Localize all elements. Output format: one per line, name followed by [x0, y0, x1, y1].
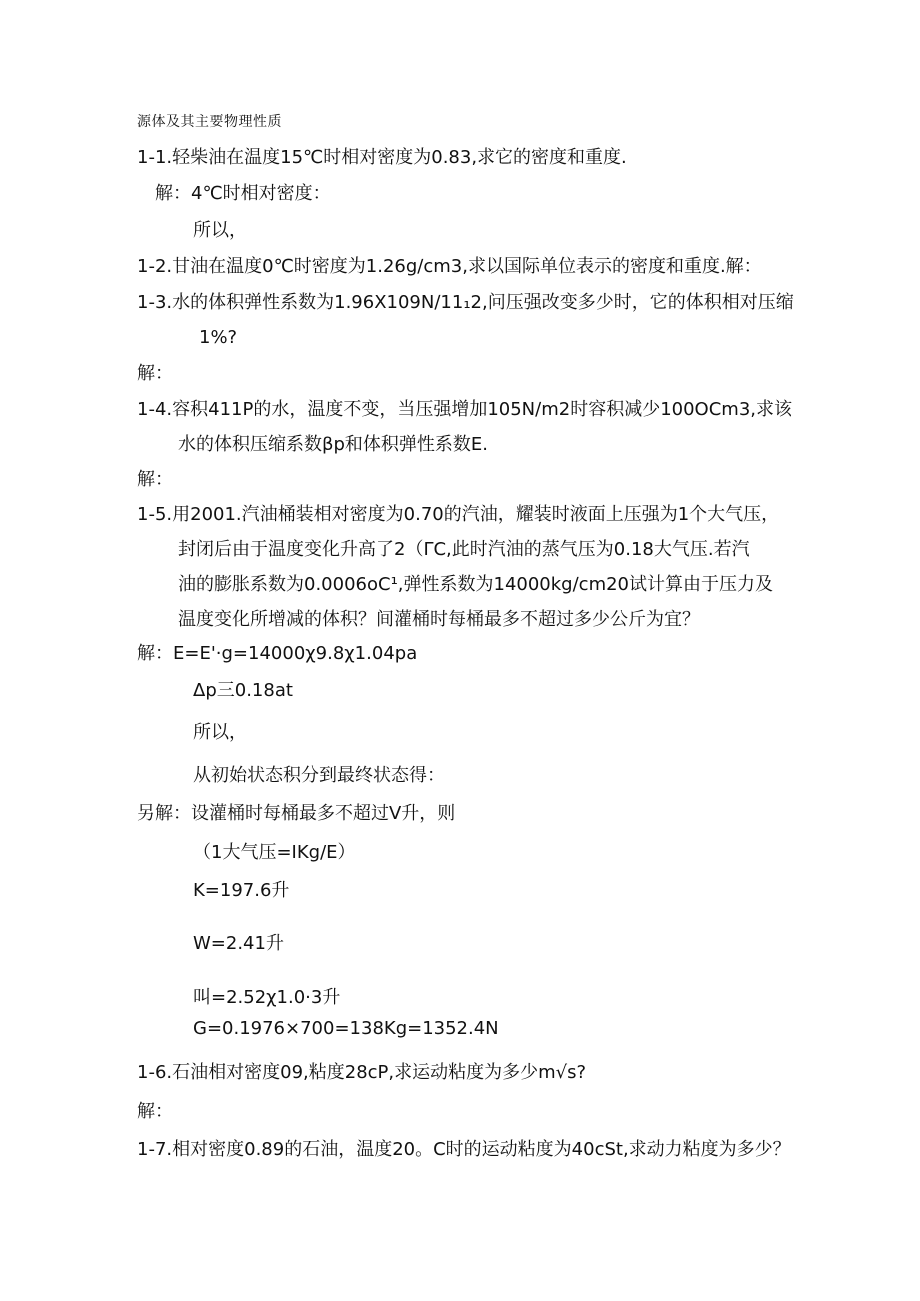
solution-label: 解： — [137, 469, 173, 490]
equation-line: 叫=2.52χ1.0·3升 — [193, 987, 341, 1008]
solution-line: 所以， — [193, 220, 247, 241]
problem-1-4-line: 1-4.容积411P的水，温度不变，当压强增加105N∕m2时容积减少100OCm3,求该 — [137, 399, 793, 420]
pressure-change-line: Δp三0.18at — [193, 680, 293, 701]
problem-1-1-line: 1-1.轻柴油在温度15℃时相对密度为0.83,求它的密度和重度. — [137, 147, 627, 168]
solution-label: 解： — [137, 1101, 173, 1122]
solution-1-1-line: 解：4℃时相对密度： — [155, 183, 331, 204]
solution-label: 解： — [137, 363, 173, 384]
problem-1-5-continuation: 油的膨胀系数为0.0006oC¹,弹性系数为14000kg∕cm20试计算由于压力及 — [178, 574, 774, 595]
problem-1-3-line: 1-3.水的体积弹性系数为1.96X109N∕11₁2,问压强改变多少时，它的体积相对压缩 — [137, 292, 794, 313]
problem-1-3-continuation: 1%? — [199, 327, 238, 348]
problem-1-6-line: 1-6.石油相对密度09,粘度28cP,求运动粘度为多少m√s? — [137, 1062, 587, 1083]
solution-line: 所以， — [193, 722, 247, 743]
document-title: 源体及其主要物理性质 — [137, 114, 282, 130]
solution-1-5-line: 解：E=E'·g=14000χ9.8χ1.04pa — [137, 643, 418, 664]
problem-1-5-line: 1-5.用2001.汽油桶装相对密度为0.70的汽油，耀装时液面上压强为1个大气压， — [137, 504, 780, 525]
equation-line: K=197.6升 — [193, 880, 290, 901]
problem-1-5-continuation: 封闭后由于温度变化升高了2（ΓC,此时汽油的蒸气压为0.18大气压.若汽 — [178, 539, 750, 560]
problem-1-7-line: 1-7.相对密度0.89的石油，温度20。C时的运动粘度为40cSt,求动力粘度为多少？ — [137, 1139, 791, 1160]
problem-1-5-continuation: 温度变化所增减的体积？间灌桶时每桶最多不超过多少公斤为宜？ — [178, 609, 700, 630]
integration-line: 从初始状态积分到最终状态得： — [193, 765, 445, 786]
equation-line: G=0.1976×700=138Kg=1352.4N — [193, 1018, 499, 1039]
alternative-solution-line: 另解：设灌桶时每桶最多不超过V升，则 — [137, 803, 456, 824]
equation-line: （1大气压=IKg/E） — [193, 842, 356, 863]
equation-line: W=2.41升 — [193, 933, 284, 954]
problem-1-4-continuation: 水的体积压缩系数βp和体积弹性系数E. — [178, 434, 489, 455]
problem-1-2-line: 1-2.甘油在温度0℃时密度为1.26g∕cm3,求以国际单位表示的密度和重度.解： — [137, 256, 762, 277]
